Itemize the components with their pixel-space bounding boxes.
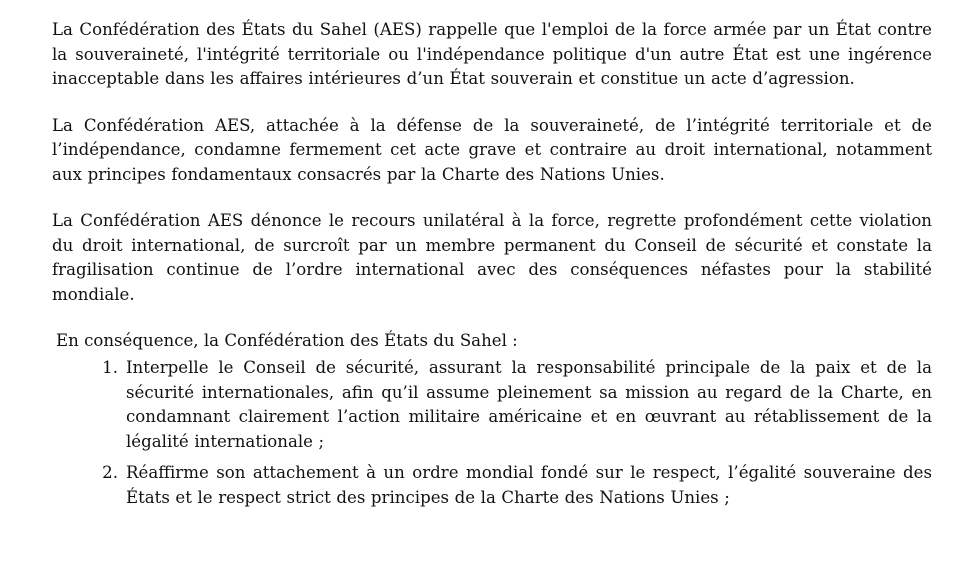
- paragraph-1: La Confédération des États du Sahel (AES) rappelle que l'emploi de la force armée par un État contre la souveraineté, l'intégrité territoriale ou l'indépendance politique d'un autre État est une ingérence inacceptable dans les affaires intérieures d’un État souverain et constitue un acte d’agression.: [52, 20, 932, 89]
- paragraph-2: La Confédération AES, attachée à la défense de la souveraineté, de l’intégrité territoriale et de l’indépendance, condamne fermement cet acte grave et contraire au droit international, notamment aux principes fondamentaux consacrés par la Charte des Nations Unies.: [52, 115, 932, 184]
- enumeration-intro: En conséquence, la Confédération des États du Sahel :: [56, 331, 518, 351]
- list-item: [52, 356, 932, 454]
- list-item-text: Interpelle le Conseil de sécurité, assurant la responsabilité principale de la paix et de la sécurité internationales, afin qu’il assume pleinement sa mission au regard de la Charte, en condamnant clairement l’action militaire américaine et en œuvrant au rétablissement de la légalité internationale ;: [126, 358, 932, 451]
- list-item: [52, 461, 932, 510]
- list-item-text: Réaffirme son attachement à un ordre mondial fondé sur le respect, l’égalité souveraine des États et le respect strict des principes de la Charte des Nations Unies ;: [126, 463, 932, 507]
- enumeration-list: [52, 356, 932, 510]
- paragraph-3: La Confédération AES dénonce le recours unilatéral à la force, regrette profondément cette violation du droit international, de surcroît par un membre permanent du Conseil de sécurité et constate la fragilisation continue de l’ordre international avec des conséquences néfastes pour la stabilité mondiale.: [52, 211, 932, 304]
